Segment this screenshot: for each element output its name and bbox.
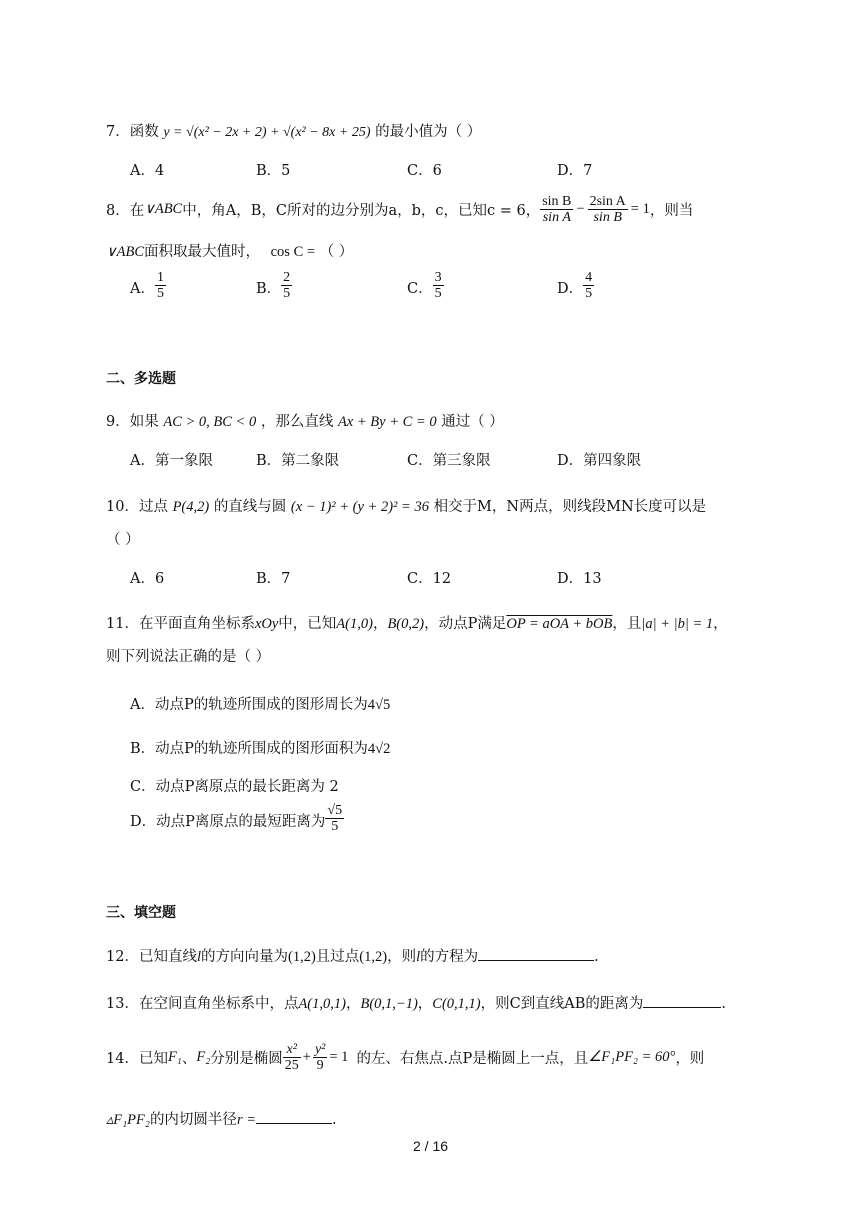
q11-option-d: D．动点P离原点的最短距离为 $\frac{√5}{5}$	[130, 803, 343, 834]
q7-option-b: B．5	[256, 163, 291, 179]
q8-option-c: C． $\frac{3}{5}$	[407, 270, 442, 301]
q8-stem: 8．在 ∨ABC 中，角A，B，C所对的边分别为a，b，c，已知c = 6， $\frac{\text{sin B}}{\text{sin A}}$ − $\frac{\text{2sin A}}{\text{sin B}}$ = 1 ，则当	[106, 193, 694, 225]
q8-triangle: ∨ABC	[144, 200, 183, 217]
q8-option-d: D． $\frac{4}{5}$	[557, 270, 593, 301]
q10-option-b: B．7	[256, 571, 291, 587]
q9-option-b: B．第二象限	[256, 453, 340, 469]
q7-option-c: C．6	[407, 163, 442, 179]
q14-line2: ▵F₁PF₂的内切圆半径r = .	[106, 1108, 337, 1129]
q7-stem: 7．函数 y = √(x² − 2x + 2) + √(x² − 8x + 25) 的最小值为（ ）	[106, 124, 482, 140]
q13-stem: 13．在空间直角坐标系中，点A(1,0,1)，B(0,1,−1)，C(0,1,1)，则C到直线AB的距离为 .	[106, 992, 726, 1013]
q9-option-a: A．第一象限	[130, 453, 213, 469]
q14-stem: 14．已知 F₁ 、 F₂ 分别是椭圆 $\frac{\text{x²}}{25}$ + $\frac{\text{y²}}{9}$ = 1 的左、右焦点.点P是椭圆上一点，且 ∠F₁PF₂ = 60° ，则	[106, 1041, 705, 1073]
q8-frac-1: $\frac{\text{sin B}}{\text{sin A}}$	[542, 193, 572, 225]
q10-option-a: A．6	[130, 571, 165, 587]
q11-option-b: B．动点P的轨迹所围成的图形面积为4√2	[130, 741, 391, 757]
q9-option-d: D．第四象限	[557, 453, 642, 469]
q11-stem: 11．在平面直角坐标系xOy中，已知A(1,0)，B(0,2)，动点P满足OP = aOA + bOB，且|a| + |b| = 1，	[106, 616, 728, 632]
q12-answer-blank[interactable]	[478, 946, 594, 961]
q14-answer-blank[interactable]	[256, 1109, 332, 1124]
q11-option-a: A．动点P的轨迹所围成的图形周长为4√5	[130, 697, 391, 713]
q12-stem: 12．已知直线l的方向向量为(1,2)且过点(1,2)，则l的方程为 .	[106, 945, 599, 966]
q13-answer-blank[interactable]	[643, 993, 721, 1008]
q7-formula: y = √(x² − 2x + 2) + √(x² − 8x + 25)	[163, 125, 371, 140]
q11-line2: 则下列说法正确的是（ ）	[106, 649, 271, 665]
q9-stem: 9．如果 AC > 0, BC < 0 ，那么直线 Ax + By + C = 0 通过（ ）	[106, 414, 504, 430]
q8-option-a: A． $\frac{1}{5}$	[130, 270, 164, 301]
q10-option-c: C．12	[407, 571, 452, 587]
section-heading-multiple-choice: 二、多选题	[106, 371, 176, 387]
q10-stem: 10．过点 P(4,2) 的直线与圆 (x − 1)² + (y + 2)² = 36 相交于M，N两点，则线段MN长度可以是	[106, 499, 707, 515]
q7-option-d: D．7	[557, 163, 593, 179]
section-heading-fill-in: 三、填空题	[106, 905, 176, 921]
q9-option-c: C．第三象限	[407, 453, 491, 469]
q10-line2: （ ）	[106, 532, 140, 548]
q10-option-d: D．13	[557, 571, 602, 587]
q11-option-c: C．动点P离原点的最长距离为 2	[130, 779, 339, 795]
q7-option-a: A．4	[130, 163, 165, 179]
q8-line2: ∨ABC面积取最大值时， cos C = （ ）	[106, 244, 354, 260]
page-number: 2 / 16	[413, 1138, 449, 1154]
q8-frac-2: $\frac{\text{2sin A}}{\text{sin B}}$	[589, 193, 626, 225]
q8-option-b: B． $\frac{2}{5}$	[256, 270, 291, 301]
